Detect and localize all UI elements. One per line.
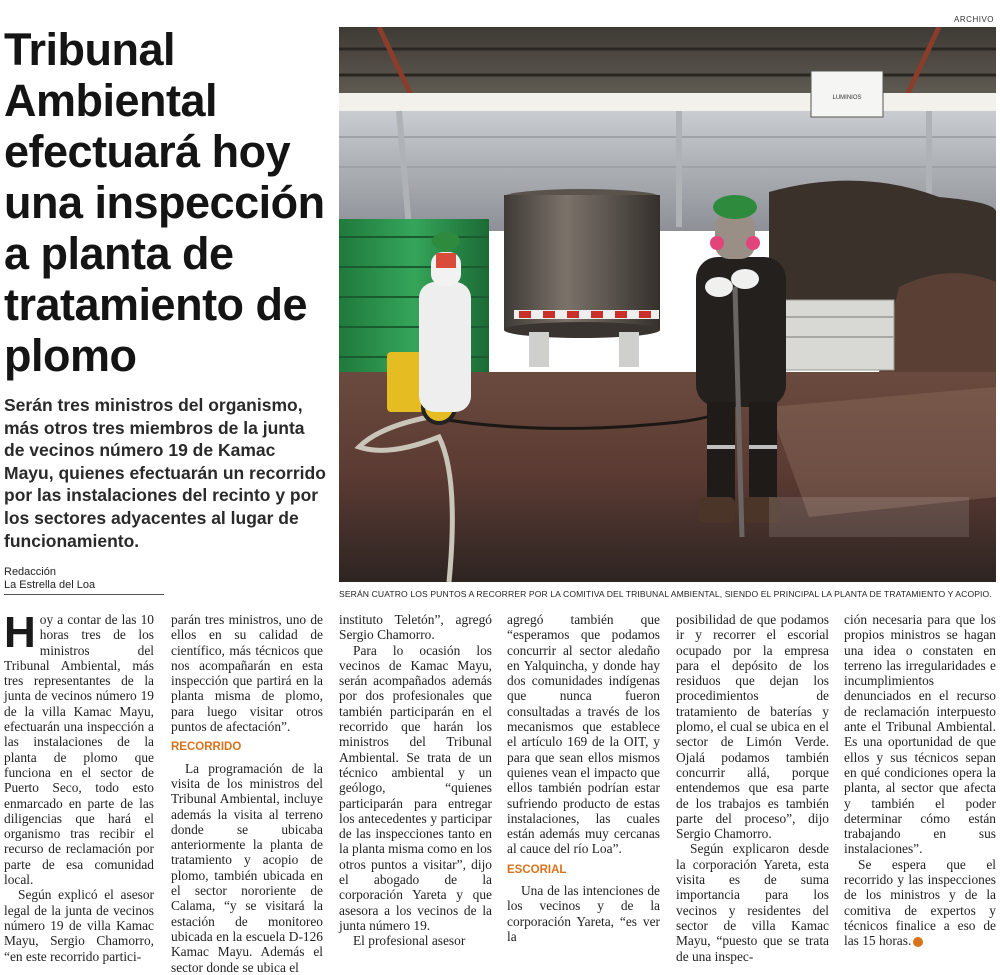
paragraph: Según explicó el asesor legal de la junta de vecinos número 19 de villa Kamac Mayu, Sergio Chamorro, “en este recorrido partici-	[4, 887, 154, 964]
byline-publication: La Estrella del Loa	[4, 579, 96, 591]
paragraph: parán tres ministros, uno de ellos en su calidad de científico, más técnicos que nos acompañarán en esta inspección que partirá en la planta misma de plomo, para luego visitar otros puntos de afectación”.	[171, 612, 323, 735]
paragraph: instituto Teletón”, agregó Sergio Chamorro.	[339, 612, 492, 643]
paragraph: agregó también que “esperamos que podamos concurrir al sector aledaño en Yalquincha, y donde hay dos comunidades indígenas que nunca fueron consultadas a través de los mecanismos que establece el artículo 169 de la OIT, y para que sean ellos mismos quienes vean el impacto que ellos también podrían estar sufriendo producto de estas instalaciones, las cuales están además muy cercanas al cauce del río Loa”.	[507, 612, 660, 857]
archive-label: ARCHIVO	[954, 15, 994, 24]
article-lead: Serán tres ministros del organismo, más otros tres miembros de la junta de vecinos número 19 de Kamac Mayu, quienes efectuarán un recorrido por las instalaciones del recinto y por los sectores adyacentes al lugar de funcionamiento.	[4, 395, 326, 551]
body-column-5	[676, 612, 829, 964]
body-column-4	[507, 612, 660, 944]
article-photo	[339, 27, 996, 582]
body-column-2	[171, 612, 323, 975]
byline-divider	[4, 594, 164, 595]
paragraph: Se espera que el recorrido y las inspecciones de los ministros y de la comitiva de expertos y técnicos finalice a eso de las 15 horas.	[844, 856, 996, 949]
body-column-1	[4, 608, 154, 964]
paragraph: El profesional asesor	[353, 933, 466, 949]
subheading-escorial: ESCORIAL	[507, 863, 567, 876]
byline-author: Redacción	[4, 566, 56, 578]
photo-sign-text: LUMINIOS	[832, 95, 862, 101]
paragraph: ción necesaria para que los propios ministros se hagan una idea o constaten en terreno las irregularidades e incumplimientos denunciados en el recurso de reclamación interpuesto ante el Tribunal Ambiental. Es una oportunidad de que ellos y sus técnicos sepan en qué condiciones opera la planta, al sector que afecta y también el poder determinar cómo están trabajando en sus instalaciones”.	[844, 612, 996, 857]
byline	[4, 566, 164, 592]
paragraph: Según explicaron desde la corporación Yareta, esta visita es de suma importancia para los vecinos y residentes del sector de villa Kamac Mayu, “puesto que se trata de una inspec-	[676, 841, 829, 964]
body-column-6	[844, 612, 996, 949]
subheading-recorrido: RECORRIDO	[171, 741, 242, 754]
paragraph: La programación de la visita de los ministros del Tribunal Ambiental, incluye además la visita al terreno donde se ubicaba anteriormente la planta de tratamiento y acopio de plomo, también ubicada en el sector nororiente de Calama, “y se visitará la estación de monitoreo ubicada en la escuela D-126 Kamac Mayu. Además el sector donde se ubica el	[171, 760, 323, 975]
article-headline: Tribunal Ambiental efectuará hoy una inspección a planta de tratamiento de plomo	[4, 24, 325, 381]
paragraph: oy a contar de las 10 horas tres de los ministros del Tribunal Ambiental, más tres representantes de la junta de vecinos número 19 de la villa Kamac Mayu, efectuarán una inspección a las instalaciones de la planta de plomo que funciona en el sector de Puerto Seco, todo esto enmarcado en parte de las diligencias que hará el organismo tras recibir el recurso de reclamación por parte de esa comunidad local.	[4, 612, 154, 888]
paragraph: Para lo ocasión los vecinos de Kamac Mayu, serán acompañados además por dos profesionales que también participarán en el recorrido que harán los ministros del Tribunal Ambiental. Se trata de un técnico ambiental y un geólogo, “quienes participarán para entregar los antecedentes y participar de las inspecciones tanto en la planta misma como en los otros puntos a visitar”, dijo el abogado de la corporación Yareta y que asesora a los vecinos de la junta número 19.	[339, 642, 492, 933]
paragraph: Una de las intenciones de los vecinos y de la corporación Yareta, “es ver la	[507, 883, 660, 944]
paragraph: posibilidad de que podamos ir y recorrer el escorial ocupado por la empresa para el depósito de los residuos que dejan los procedimientos de tratamiento de baterías y plomo, el cual se ubica en el sector de Limón Verde. Ojalá podamos también concurrir allá, porque entendemos que esa parte de los trabajos es también parte del proceso”, dijo Sergio Chamorro.	[676, 612, 829, 842]
end-of-article-icon	[913, 937, 923, 947]
drop-cap: H	[4, 608, 36, 657]
body-column-3	[339, 612, 492, 949]
photo-caption: SERÁN CUATRO LOS PUNTOS A RECORRER POR LA COMITIVA DEL TRIBUNAL AMBIENTAL, SIENDO EL PRINCIPAL LA PLANTA DE TRATAMIENTO Y ACOPIO.	[339, 589, 992, 599]
